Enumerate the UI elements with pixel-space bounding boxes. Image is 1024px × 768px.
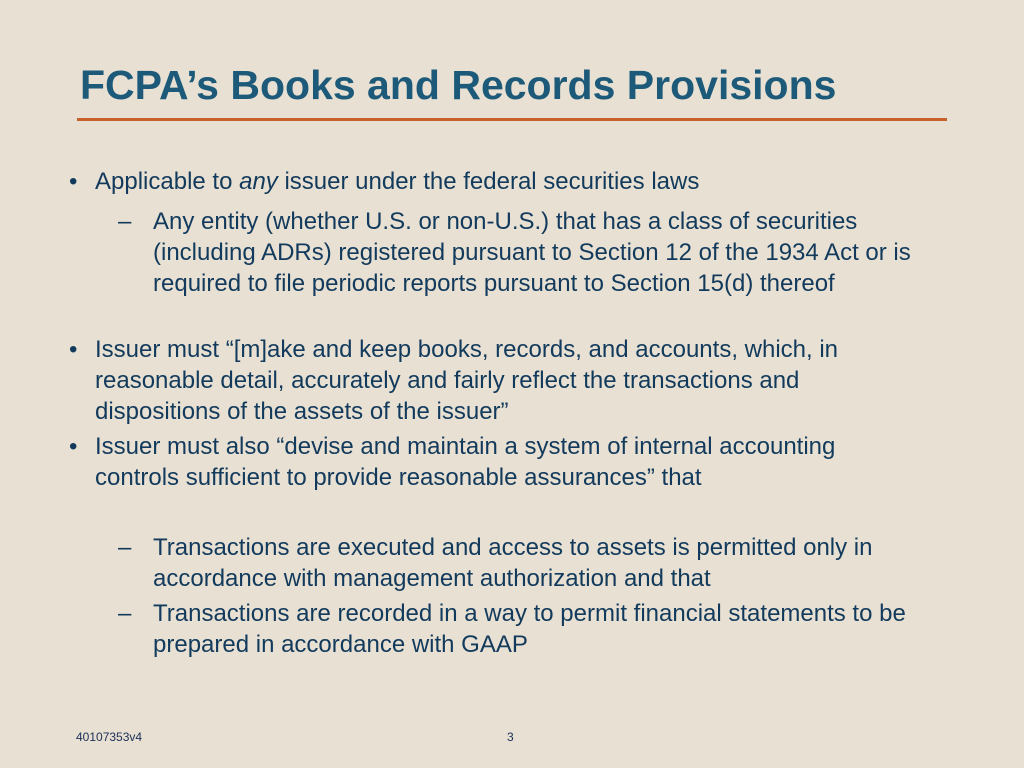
footer-document-id: 40107353v4 bbox=[76, 730, 143, 744]
dash-icon: – bbox=[118, 600, 132, 627]
bullet-item-applicability bbox=[69, 166, 929, 197]
sub-bullet-item-authorization bbox=[118, 532, 938, 594]
slide-title: FCPA’s Books and Records Provisions bbox=[80, 62, 837, 108]
sub-bullet-text: Any entity (whether U.S. or non-U.S.) that has a class of securities (including ADRs) registered pursuant to Section 12 of the 1934 Act or is required to file periodic reports pursuant to Section 15(d) thereof bbox=[153, 208, 911, 297]
bullet-text: Issuer must “[m]ake and keep books, records, and accounts, which, in reasonable detail, accurately and fairly reflect the transactions and dispositions of the assets of the issuer” bbox=[95, 336, 839, 425]
sub-bullet-text: Transactions are executed and access to assets is permitted only in accordance with management authorization and that bbox=[153, 534, 873, 592]
sub-bullet-item-gaap bbox=[118, 598, 938, 660]
sub-bullet-text: Transactions are recorded in a way to permit financial statements to be prepared in accordance with GAAP bbox=[153, 600, 906, 658]
sub-bullet-item-entity-definition bbox=[118, 206, 938, 299]
dash-icon: – bbox=[118, 534, 132, 561]
dash-icon: – bbox=[118, 208, 132, 235]
bullet-dot-icon: • bbox=[69, 433, 78, 460]
title-underline-rule bbox=[77, 118, 947, 121]
bullet-text-emphasis: any bbox=[239, 168, 278, 195]
bullet-item-books-records bbox=[69, 334, 929, 427]
footer-page-number: 3 bbox=[507, 730, 514, 744]
bullet-dot-icon: • bbox=[69, 336, 78, 363]
bullet-text bbox=[95, 166, 925, 197]
bullet-text-pre: Applicable to bbox=[95, 168, 240, 195]
bullet-text-post: issuer under the federal securities laws bbox=[277, 168, 700, 195]
bullet-text: Issuer must also “devise and maintain a system of internal accounting controls sufficient to provide reasonable assurances” that bbox=[95, 433, 836, 491]
bullet-dot-icon: • bbox=[69, 168, 78, 195]
bullet-item-internal-controls bbox=[69, 431, 929, 493]
